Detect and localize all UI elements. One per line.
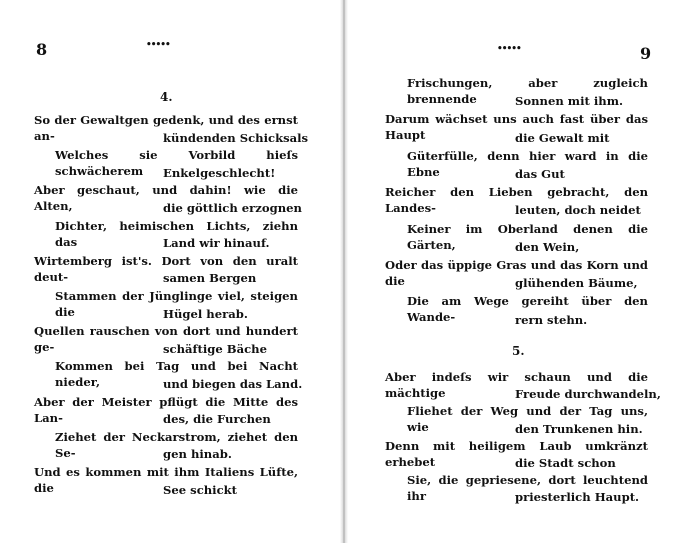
verse-line: Und es kommen mit ihm Italiens Lüfte, die [34, 465, 298, 495]
verse-line: Wirtemberg ist's. Dort von den uralt deut- [34, 253, 298, 284]
section-number: 5. [512, 344, 525, 358]
verse-line: Darum wächset uns auch fast über das Haupt [385, 112, 648, 143]
ornament: ••••• [146, 40, 170, 50]
verse-continuation: samen Bergen [163, 271, 257, 286]
verse-line: Stammen der Jünglinge viel, steigen die [55, 289, 298, 319]
verse-continuation: die Stadt schon [515, 456, 616, 470]
verse-line: Aber der Meister pflügt die Mitte des Lan- [34, 394, 298, 425]
verse-continuation: die göttlich erzognen [163, 201, 302, 215]
verse-line: Quellen rauschen von dort und hundert ge- [34, 324, 298, 355]
section-number: 4. [160, 90, 173, 104]
verse-line: Oder das üppige Gras und das Korn und die [385, 258, 648, 288]
verse-line: Aber geschaut, und dahin! wie die Alten, [34, 183, 298, 214]
verse-continuation: die Gewalt mit [515, 130, 610, 145]
verse-line: Kommen bei Tag und bei Nacht nieder, [55, 359, 298, 390]
verse-continuation: Enkelgeschlecht! [163, 165, 276, 180]
verse-continuation: kündenden Schicksals [163, 130, 309, 145]
verse-line: Welches sie Vorbild hieſs schwächerem [55, 148, 298, 179]
verse-line: Dichter, heimischen Lichts, ziehn das [55, 218, 298, 249]
verse-continuation: und biegen das Land. [163, 377, 303, 391]
page-number: 9 [640, 44, 652, 63]
verse-line: Fliehet der Weg und der Tag uns, wie [407, 404, 648, 435]
verse-line: Die am Wege gereiht über den Wande- [407, 294, 648, 325]
verse-line: Güterfülle, denn hier ward in die Ebne [407, 148, 648, 179]
verse-line: Frischungen, aber zugleich brennende [407, 76, 648, 106]
left-page [0, 0, 345, 543]
verse-continuation: gen hinab. [163, 447, 232, 462]
verse-line: So der Gewaltgen gedenk, und des ernst an- [34, 113, 298, 143]
verse-line: Aber indeſs wir schaun und die mächtige [385, 370, 648, 400]
verse-continuation: das Gut [515, 167, 565, 181]
verse-continuation: schäftige Bäche [163, 341, 267, 356]
verse-continuation: Land wir hinauf. [163, 236, 270, 251]
verse-continuation: des, die Furchen [163, 412, 271, 427]
verse-line: Denn mit heiligem Laub umkränzt erhebet [385, 438, 648, 469]
verse-continuation: leuten, doch neidet [515, 203, 641, 218]
verse-line: Ziehet der Neckarstrom, ziehet den Se- [55, 429, 298, 460]
verse-continuation: den Wein, [515, 239, 580, 254]
verse-continuation: priesterlich Haupt. [515, 490, 640, 505]
verse-continuation: Freude durchwandeln, [515, 387, 661, 402]
verse-continuation: rern stehn. [515, 312, 588, 327]
right-page [345, 0, 698, 543]
ornament: ••••• [497, 44, 521, 54]
verse-continuation: den Trunkenen hin. [515, 421, 643, 436]
verse-continuation: Sonnen mit ihm. [515, 94, 624, 109]
verse-line: Sie, die gepriesene, dort leuchtend ihr [407, 473, 648, 504]
page-number: 8 [36, 40, 48, 59]
verse-line: Reicher den Lieben gebracht, den Landes- [385, 185, 648, 216]
verse-continuation: glühenden Bäume, [515, 276, 638, 291]
verse-continuation: See schickt [163, 482, 238, 497]
verse-continuation: Hügel herab. [163, 306, 248, 321]
verse-line: Keiner im Oberland denen die Gärten, [407, 221, 648, 252]
